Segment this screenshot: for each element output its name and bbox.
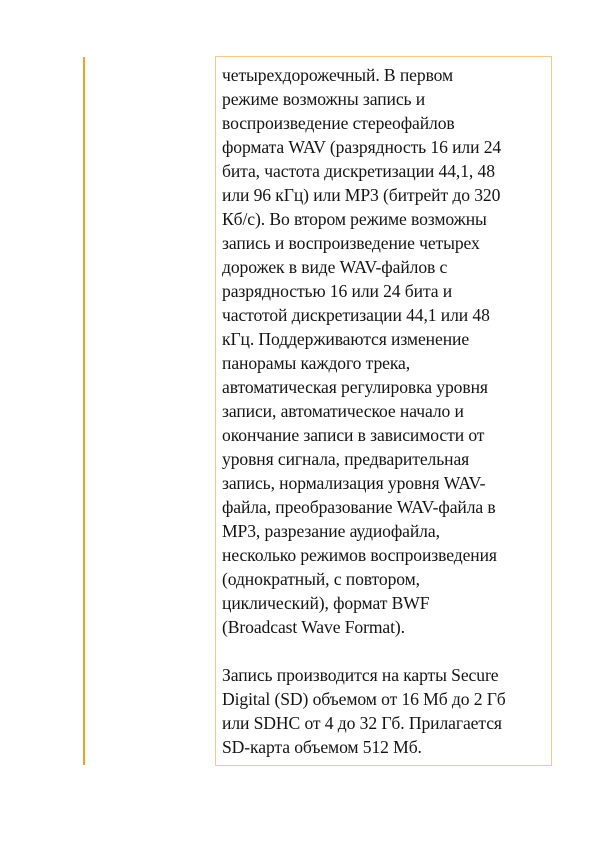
paragraph-spacer [222,639,547,663]
paragraph-1: четырехдорожечный. В первом режиме возможны запись и воспроизведение стереофайлов формата WAV (разрядность 16 или 24 бита, частота дискретизации 44,1, 48 или 96 кГц) или MP3 (битрейт до 320 Кб/с). Во втором режиме возможны запись и воспроизведение четырех дорожек в виде WAV-файлов с разрядностью 16 или 24 бита и частотой дискретизации 44,1 или 48 кГц. Поддерживаются изменение панорамы каждого трека, автоматическая регулировка уровня записи, автоматическое начало и окончание записи в зависимости от уровня сигнала, предварительная запись, нормализация уровня WAV- файла, преобразование WAV-файла в MP3, разрезание аудиофайла, несколько режимов воспроизведения (однократный, с повтором, циклический), формат BWF (Broadcast Wave Format). [222,65,502,637]
paragraph-2: Запись производится на карты Secure Digital (SD) объемом от 16 Мб до 2 Гб или SDHC от 4 до 32 Гб. Прилагается SD-карта объемом 512 Мб. [222,665,506,757]
text-frame [215,56,552,766]
left-margin-rule [83,57,85,765]
